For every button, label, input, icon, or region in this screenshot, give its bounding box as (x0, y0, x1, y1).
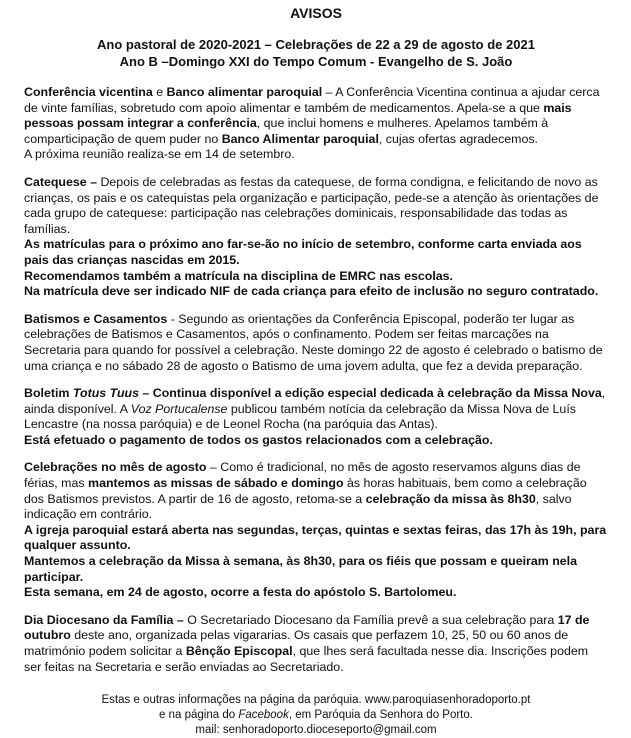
celebracoes-bold: mantemos as missas de sábado e domingo (88, 476, 344, 491)
footer-text: e na página do (159, 709, 239, 722)
celebracoes-bold: Esta semana, em 24 de agosto, ocorre a festa do apóstolo S. Bartolomeu. (24, 585, 457, 600)
catequese-nif (24, 284, 608, 300)
conferencia-bold: Banco Alimentar paroquial (221, 131, 379, 146)
conferencia-text: , que inclui homens e mulheres. Apelamos também à comparticipação de quem puder no (24, 116, 549, 146)
boletim-title: Totus Tuus (72, 386, 139, 401)
celebracoes-bold: Mantemos a celebração da Missa à semana, às 8h30, para os fiéis que possam e queiram nela participar. (24, 554, 578, 584)
section-conferencia (24, 85, 608, 147)
celebracoes-bold: A igreja paroquial estará aberta nas segundas, terças, quintas e sextas feiras, das 17h às 19h, para qualquer assunto. (24, 522, 607, 553)
catequese-matriculas (24, 237, 608, 268)
celebracoes-bartolomeu (24, 585, 608, 601)
footer-website: Estas e outras informações na página da paróquia. www.paroquiasenhoradoporto.pt (101, 694, 531, 707)
dia-text: deste ano, organizada pelas vigararias. Os casais que perfazem 10, 25, 50 ou 60 anos de matrimónio podem solicitar a (24, 628, 569, 658)
dia-text: O Secretariado Diocesano da Família prevê a sua celebração para (183, 612, 558, 627)
celebracoes-missa-semana (24, 554, 608, 585)
page-title: AVISOS (290, 5, 342, 21)
conferencia-bold: mais pessoas possam integrar a conferência (24, 100, 572, 131)
celebracoes-igreja-aberta (24, 523, 608, 554)
footer-text: , em Paróquia da Senhora do Porto. (288, 709, 473, 722)
celebracoes-text: – Como é tradicional, no mês de agosto reservamos alguns dias de férias, mas (24, 460, 581, 491)
conferencia-next-meeting: A próxima reunião realiza-se em 14 de setembro. (24, 147, 295, 162)
boletim-text: publicou também notícia da celebração da Missa Nova de Luís Lencastre (na nossa paróquia) e de Leonel Rocha (na paróquia das Antas). (24, 401, 576, 432)
boletim-heading: Boletim (24, 386, 73, 401)
conferencia-text: , cujas ofertas agradecemos. (378, 131, 539, 146)
boletim-heading-rest: – Continua disponível a edição especial dedicada à celebração da Missa Nova (138, 386, 602, 401)
dia-bold: 17 de outubro (24, 612, 590, 643)
facebook-label: Facebook (238, 709, 289, 722)
batismos-heading: Batismos e Casamentos (24, 311, 168, 326)
dia-bold: Bênção Episcopal (185, 644, 293, 658)
subtitle-pastoral-year: Ano pastoral de 2020-2021 – Celebrações de 22 a 29 de agosto de 2021 (97, 37, 535, 52)
section-batismos (24, 312, 608, 374)
footer (24, 693, 608, 738)
catequese-bold: Na matrícula deve ser indicado NIF de cada criança para efeito de inclusão no seguro contratado. (24, 284, 599, 299)
conferencia-heading: Conferência vicentina (24, 85, 153, 99)
conferencia-text: – A Conferência Vicentina continua a ajudar cerca de vinte famílias, sobretudo com apoio alimentar e também de medicamentos. Apela-se a que (24, 85, 600, 115)
batismos-text: - Segundo as orientações da Conferência Episcopal, poderão ter lugar as celebrações de Batismos e Casamentos, após o confinamento. Podem ser feitas marcações na Secretaria para quando for possível a celebração. Neste domingo 22 de agosto é celebrado o batismo de uma criança e no sábado 28 de agosto o Batismo de uma jovem adulta, que fez a devida preparação. (24, 311, 603, 373)
section-catequese (24, 175, 608, 237)
voz-portucalense: Voz Portucalense (130, 401, 228, 416)
celebracoes-heading: Celebrações no mês de agosto (24, 460, 207, 475)
catequese-bold: Recomendamos também a matrícula na disciplina de EMRC nas escolas. (24, 268, 454, 283)
dia-heading: Dia Diocesano da Família – (24, 612, 184, 627)
conferencia-text: e (152, 85, 167, 99)
footer-facebook (24, 708, 608, 723)
catequese-heading: Catequese – (24, 174, 98, 189)
boletim-text: , ainda disponível. A (24, 386, 606, 416)
catequese-text: Depois de celebradas as festas da catequese, de forma condigna, e felicitando de novo as crianças, os pais e os catequistas pela organização e participação, pede-se a atenção às orientações de cada grupo de catequese: participação nas celebrações dominicais, responsabilidade das todas as famílias. (24, 174, 599, 236)
section-celebracoes (24, 460, 608, 522)
celebracoes-text: , salvo indicação em contrário. (24, 491, 572, 522)
section-dia-familia (24, 613, 608, 675)
boletim-bold: Está efetuado o pagamento de todos os gastos relacionados com a celebração. (24, 432, 493, 447)
footer-mail: mail: senhoradoporto.dioceseporto@gmail.com (195, 724, 437, 737)
subtitle-sunday: Ano B –Domingo XXI do Tempo Comum - Evangelho de S. João (119, 54, 513, 69)
catequese-bold: As matrículas para o próximo ano far-se-ão no início de setembro, conforme carta enviada aos pais das crianças nascidas em 2015. (24, 237, 582, 267)
boletim-pagamento (24, 433, 608, 449)
catequese-emrc (24, 269, 608, 285)
celebracoes-text: às horas habituais, bem como a celebração dos Batismos previstos. A partir de 16 de agosto, retoma-se a (24, 476, 587, 506)
dia-text: , que lhes será facultada nesse dia. Inscrições podem ser feitas na Secretaria e serão enviadas ao Secretariado. (24, 644, 589, 674)
banco-heading: Banco alimentar paroquial (166, 85, 323, 99)
section-boletim (24, 386, 608, 433)
celebracoes-bold: celebração da missa às 8h30 (365, 491, 536, 506)
